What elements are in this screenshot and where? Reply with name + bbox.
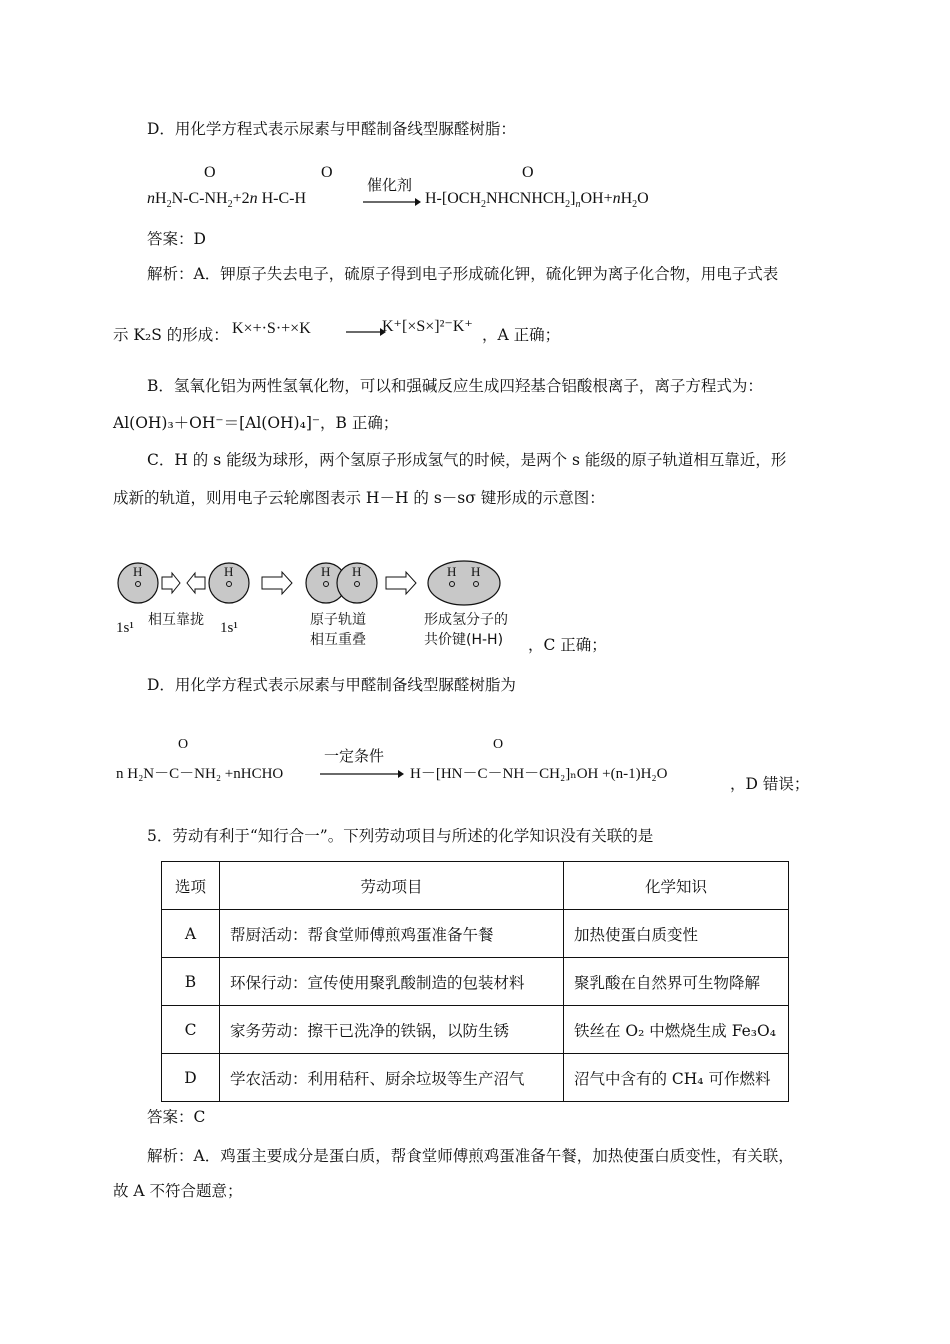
reaction-arrow: [363, 196, 421, 208]
equation-right: $H-[OCH_2NHCNHCH_2]_nOH+nH_2O$: [425, 190, 649, 211]
labor-cell: 帮厨活动：帮食堂师傅煎鸡蛋准备午餐: [220, 910, 564, 958]
equation2-right: H－[HN－C－NH－CH₂]ₙOH +(n-1)H₂O: [410, 766, 668, 782]
approach-label: 相互靠拢: [148, 612, 204, 628]
paragraph-d-intro: D．用化学方程式表示尿素与甲醛制备线型脲醛树脂：: [147, 120, 516, 138]
analysis2-line2: 故 A 不符合题意；: [113, 1182, 243, 1200]
bond-label-2: 共价键(H-H): [424, 632, 504, 648]
knowledge-cell: 聚乳酸在自然界可生物降解: [564, 958, 789, 1006]
analysis-b-line1: B．氢氧化铝为两性氢氧化物，可以和强碱反应生成四羟基合铝酸根离子，离子方程式为：: [147, 377, 763, 395]
analysis-b-line2: Al(OH)₃＋OH⁻＝[Al(OH)₄]⁻，B 正确；: [113, 414, 399, 432]
bond-label-1: 形成氢分子的: [424, 612, 508, 628]
table-header-row: [162, 862, 789, 910]
equation-urea-resin: [112, 735, 732, 795]
option-cell: B: [162, 958, 220, 1006]
h-label: H: [471, 564, 481, 579]
header-labor: 劳动项目: [220, 862, 564, 910]
answer-label: 答案：D: [147, 230, 206, 248]
carbonyl-o: O: [321, 164, 333, 181]
analysis-c-line2: 成新的轨道，则用电子云轮廓图表示 H－H 的 s－sσ 键形成的示意图：: [113, 489, 605, 507]
equation-left: $nH_2N-C-NH_2+2n$ H-C-H: [147, 190, 307, 211]
knowledge-cell: 沼气中含有的 CH₄ 可作燃料: [564, 1054, 789, 1102]
table-row: [162, 958, 789, 1006]
overlap-label-2: 相互重叠: [310, 632, 366, 648]
answer-label-2: 答案：C: [147, 1108, 206, 1126]
overlap-label-1: 原子轨道: [310, 612, 366, 628]
h-label: H: [321, 564, 331, 579]
analysis-a-line1: 解析：A．钾原子失去电子，硫原子得到电子形成硫化钾，硫化钾为离子化合物，用电子式表: [147, 265, 779, 283]
labor-cell: 环保行动：宣传使用聚乳酸制造的包装材料: [220, 958, 564, 1006]
analysis-a-line2-suffix: ，A 正确；: [482, 326, 561, 344]
analysis-c-suffix: ，C 正确；: [528, 636, 607, 654]
header-knowledge: 化学知识: [564, 862, 789, 910]
h-label: H: [224, 564, 234, 579]
h-label: H: [133, 564, 143, 579]
analysis-a-line2-prefix: 示 K₂S 的形成：: [113, 326, 229, 344]
h-label: H: [352, 564, 362, 579]
analysis-d-line1: D．用化学方程式表示尿素与甲醛制备线型脲醛树脂为: [147, 676, 516, 694]
carbonyl-o: O: [522, 164, 534, 181]
knowledge-cell: 铁丝在 O₂ 中燃烧生成 Fe₃O₄: [564, 1006, 789, 1054]
labor-cell: 家务劳动：擦干已洗净的铁锅，以防生锈: [220, 1006, 564, 1054]
k2s-right: K⁺[×S×]²⁻K⁺: [382, 318, 473, 335]
table-row: [162, 1006, 789, 1054]
analysis-d-suffix: ，D 错误；: [730, 775, 810, 793]
h-label: H: [447, 564, 457, 579]
option-cell: D: [162, 1054, 220, 1102]
condition-label: 一定条件: [324, 747, 385, 765]
table-row: [162, 910, 789, 958]
analysis-c-line1: C．H 的 s 能级为球形，两个氢原子形成氢气的时候，是两个 s 能级的原子轨道相互靠近，形: [147, 451, 787, 469]
carbonyl-o: O: [178, 737, 189, 752]
orbital-overlap-diagram: [110, 555, 550, 655]
k2s-electron-formation: [232, 308, 492, 348]
equation2-left: n H₂N－C－NH₂ +nHCHO: [116, 766, 284, 782]
option-cell: A: [162, 910, 220, 958]
reaction-arrow: [346, 326, 386, 338]
knowledge-cell: 加热使蛋白质变性: [564, 910, 789, 958]
equation-urea-formaldehyde: [145, 160, 705, 220]
header-option: 选项: [162, 862, 220, 910]
k2s-left: K×+·S·+×K: [232, 320, 311, 337]
orbital-1s-label: 1s¹: [116, 620, 134, 636]
options-table: [161, 861, 789, 1102]
question-5: 5．劳动有利于“知行合一”。下列劳动项目与所述的化学知识没有关联的是: [147, 827, 654, 845]
reaction-arrow: [320, 768, 404, 780]
option-cell: C: [162, 1006, 220, 1054]
table-row: [162, 1054, 789, 1102]
carbonyl-o: O: [204, 164, 216, 181]
catalyst-label: 催化剂: [367, 176, 413, 194]
orbital-1s-label: 1s¹: [220, 620, 238, 636]
labor-cell: 学农活动：利用秸秆、厨余垃圾等生产沼气: [220, 1054, 564, 1102]
carbonyl-o: O: [493, 737, 504, 752]
analysis2-line1: 解析：A．鸡蛋主要成分是蛋白质，帮食堂师傅煎鸡蛋准备午餐，加热使蛋白质变性，有关联，: [147, 1147, 794, 1165]
